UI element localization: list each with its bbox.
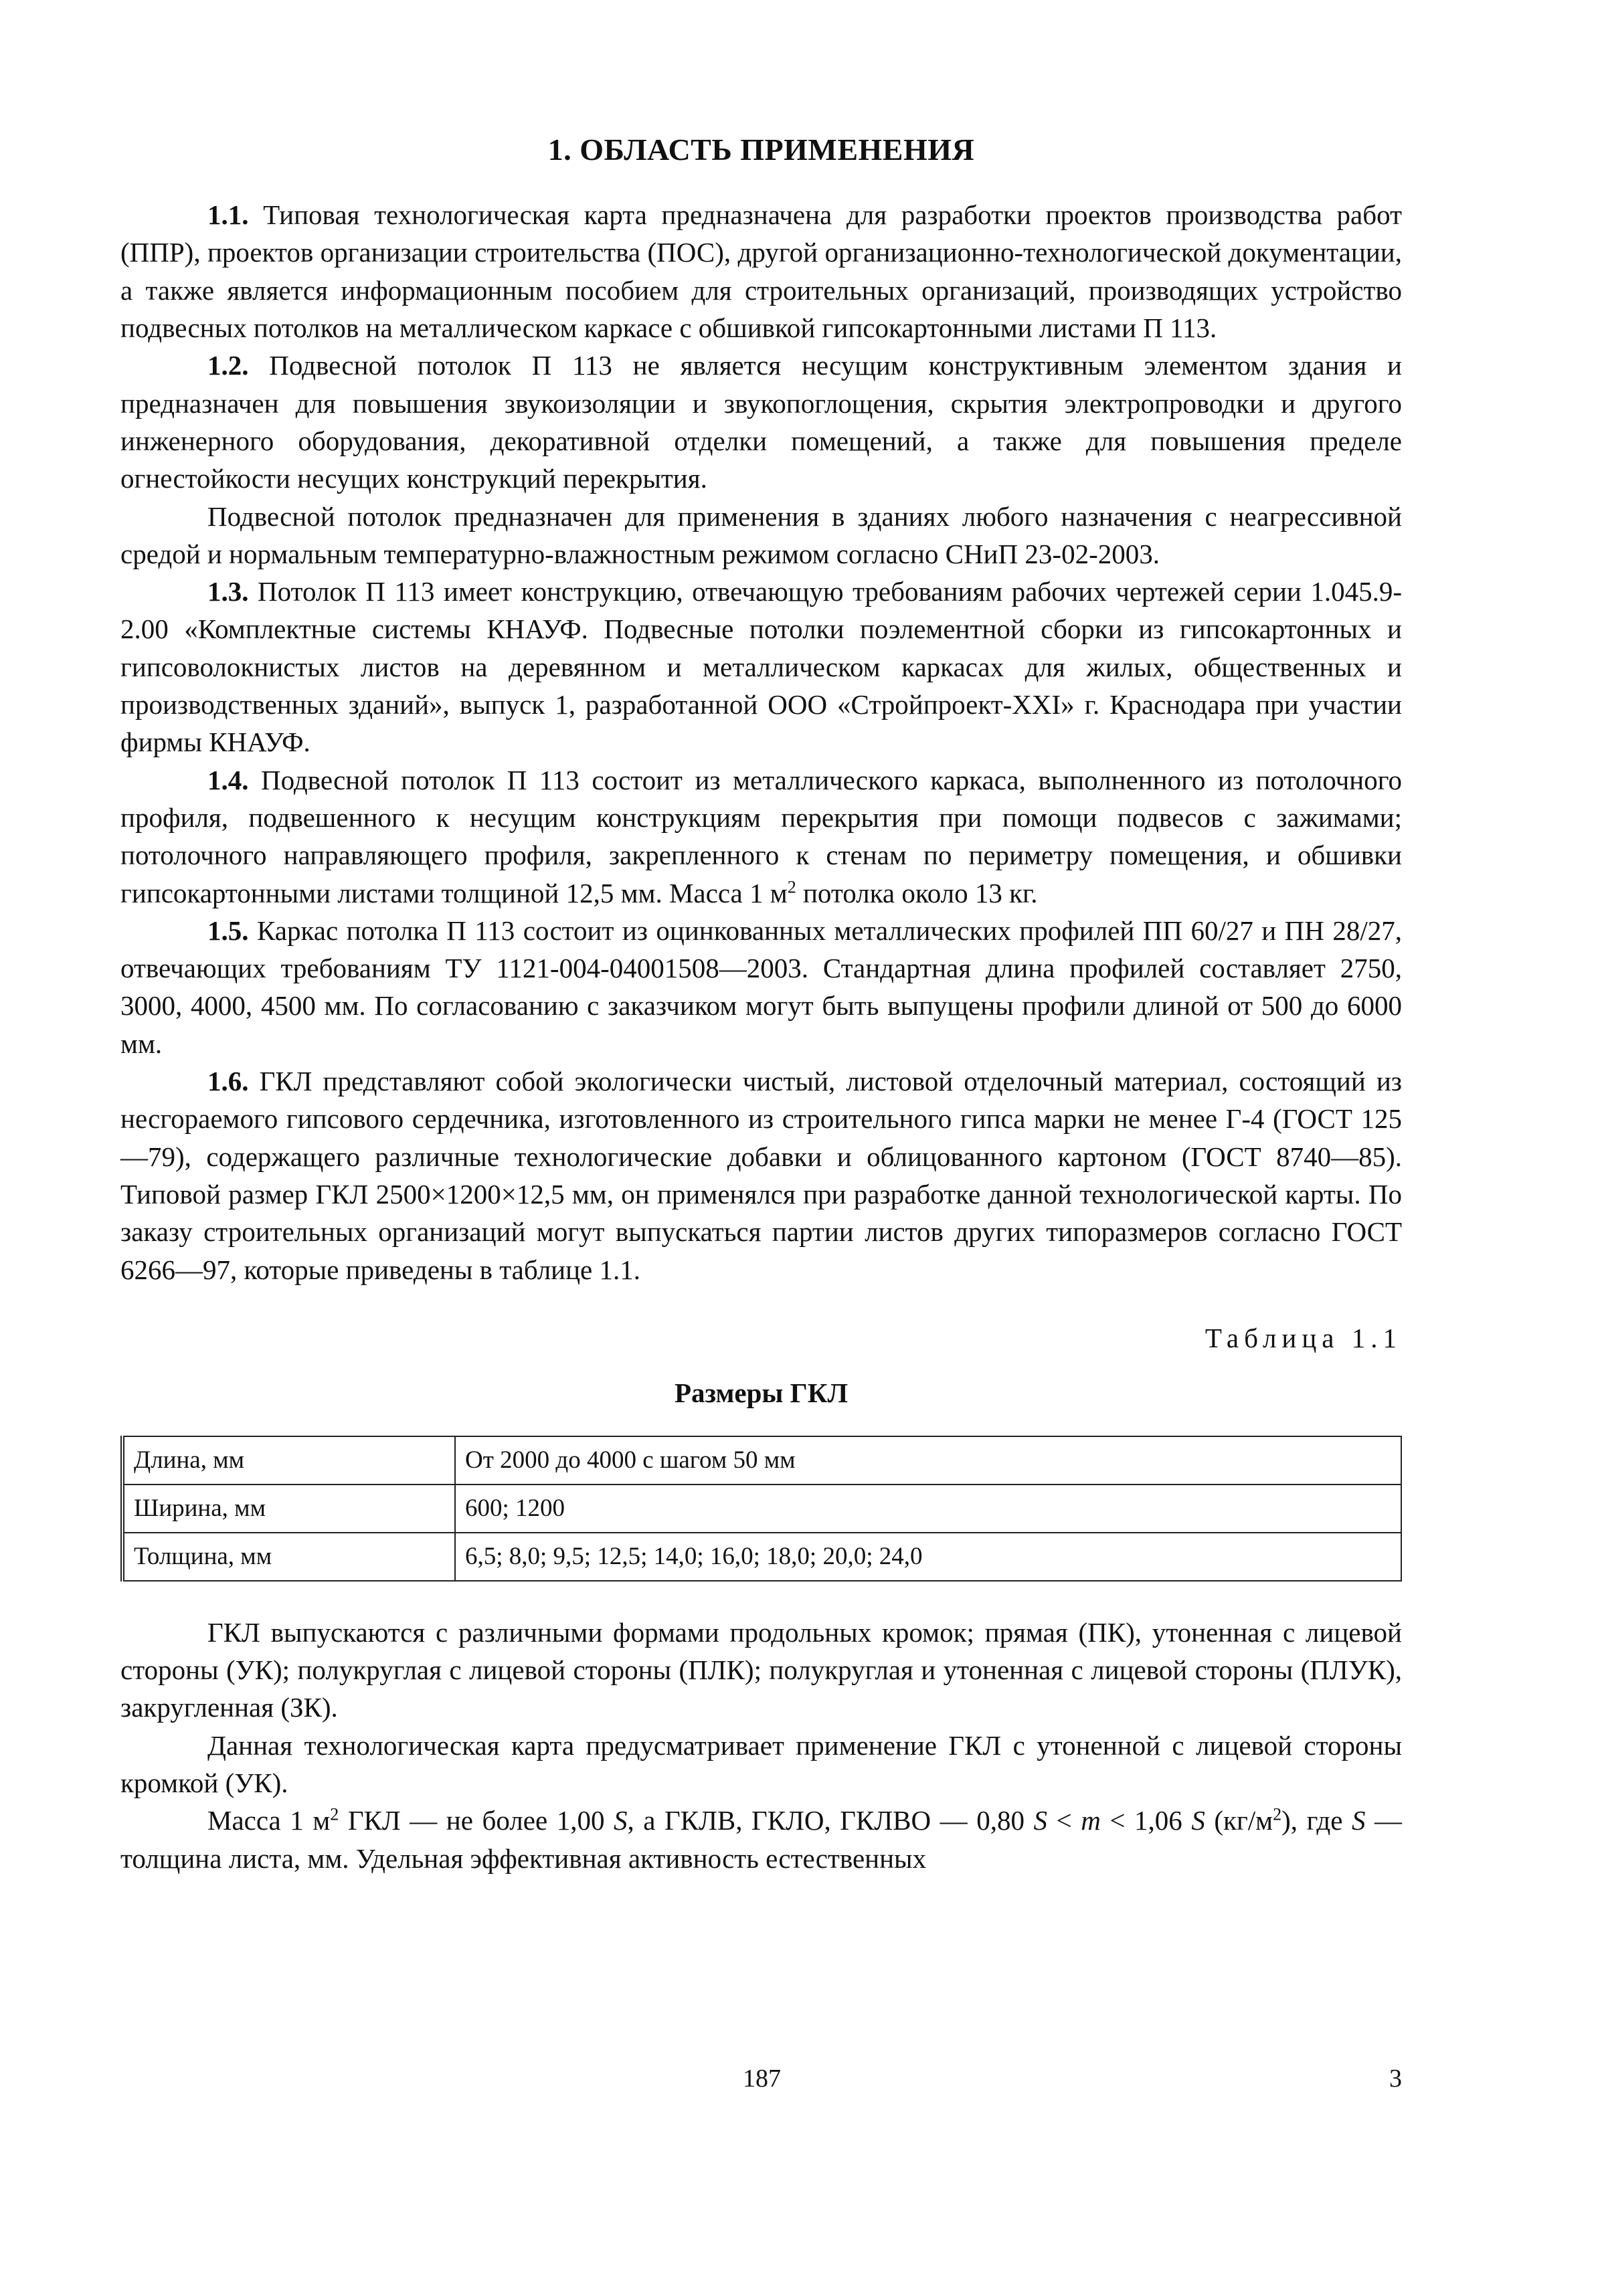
clause-number: 1.4. xyxy=(207,764,249,795)
paragraph-purpose: Подвесной потолок предназначен для применения в зданиях любого назначения с неагрессивной средой и нормальным температурно-влажностным режимом согласно СНиП 23-02-2003. xyxy=(120,500,1402,569)
table-cell-label: Длина, мм xyxy=(122,1436,455,1485)
paragraph-1-3 xyxy=(120,573,1402,761)
superscript: 2 xyxy=(787,876,796,896)
paragraph-text: Типовая технологическая карта предназначена для разработки проектов производства работ (ППР), проектов организации строительства (ПОС), другой организационно-технологической документации, а также является информационным пособием для строительных организаций, производящих устройство подвесных потолков на металлическом каркасе с обшивкой гипсокартонными листами П 113. xyxy=(120,199,1402,344)
text-run: ГКЛ — не более 1,00 xyxy=(339,1805,614,1836)
paragraph-text: Каркас потолка П 113 состоит из оцинкованных металлических профилей ПП 60/27 и ПН 28/27, отвечающих требованиям ТУ 1121-004-04001508—2003. Стандартная длина профилей составляет 2750, 3000, 4000, 4500 мм. По согласованию с заказчиком могут быть выпущены профили длиной от 500 до 6000 мм. xyxy=(120,915,1402,1059)
page-footer xyxy=(120,2064,1402,2104)
paragraph-1-4 xyxy=(120,761,1402,912)
table-cell-value: От 2000 до 4000 с шагом 50 мм xyxy=(455,1436,1401,1485)
table-row xyxy=(122,1533,1401,1581)
symbol-s: S xyxy=(1351,1805,1366,1836)
symbol-s: S xyxy=(1033,1805,1047,1836)
paragraph-edge-choice: Данная технологическая карта предусматривает применение ГКЛ с утоненной с лицевой стороны кромкой (УК). xyxy=(120,1729,1402,1798)
text-run: < xyxy=(1047,1805,1081,1836)
symbol-m: m xyxy=(1081,1805,1101,1836)
clause-number: 1.3. xyxy=(207,576,249,607)
paragraph-1-6 xyxy=(120,1062,1402,1288)
text-run: — толщина листа, мм. Удельная эффективная активность естественных xyxy=(120,1805,1402,1874)
dimensions-table xyxy=(120,1436,1402,1582)
text-run: ), где xyxy=(1281,1805,1352,1836)
clause-number: 1.2. xyxy=(207,350,249,381)
symbol-s: S xyxy=(1191,1805,1205,1836)
paragraph-1-5 xyxy=(120,912,1402,1062)
text-run: Масса 1 м xyxy=(207,1805,331,1836)
paragraph-text: Подвесной потолок П 113 не является несущим конструктивным элементом здания и предназначен для повышения звукоизоляции и звукопоглощения, скрытия электропроводки и другого инженерного оборудования, декоративной отделки помещений, а также для повышения пределе огнестойкости несущих конструкций перекрытия. xyxy=(120,350,1402,494)
table-cell-value: 6,5; 8,0; 9,5; 12,5; 14,0; 16,0; 18,0; 20,0; 24,0 xyxy=(455,1533,1401,1581)
table-row xyxy=(122,1485,1401,1533)
page-number-right: 3 xyxy=(1389,2065,1402,2093)
paragraph-text: ГКЛ представляют собой экологически чистый, листовой отделочный материал, состоящий из несгораемого гипсового сердечника, изготовленного из строительного гипса марки не менее Г-4 (ГОСТ 125—79), содержащего различные технологические добавки и облицованного картоном (ГОСТ 8740—85). Типовой размер ГКЛ 2500×1200×12,5 мм, он применялся при разработке данной технологической карты. По заказу строительных организаций могут выпускаться партии листов других типоразмеров согласно ГОСТ 6266—97, которые приведены в таблице 1.1. xyxy=(120,1066,1402,1285)
paragraph-1-1 xyxy=(120,196,1402,347)
paragraph-text: потолка около 13 кг. xyxy=(796,877,1038,908)
clause-number: 1.6. xyxy=(207,1066,249,1097)
text-run: , а ГКЛВ, ГКЛО, ГКЛВО — 0,80 xyxy=(627,1805,1034,1836)
table-title: Размеры ГКЛ xyxy=(675,1377,848,1408)
paragraph-text: Потолок П 113 имеет конструкцию, отвечающую требованиям рабочих чертежей серии 1.045.9-2.00 «Комплектные системы КНАУФ. Подвесные потолки поэлементной сборки из гипсокартонных и гипсоволокнистых листов на деревянном и металлическом каркасах для жилых, общественных и производственных зданий», выпуск 1, разработанной ООО «Стройпроект-XXI» г. Краснодара при участии фирмы КНАУФ. xyxy=(120,576,1402,758)
table-cell-label: Толщина, мм xyxy=(122,1533,455,1581)
table-cell-label: Ширина, мм xyxy=(122,1485,455,1533)
table-caption: Таблица 1.1 xyxy=(1205,1322,1402,1353)
symbol-s: S xyxy=(614,1805,628,1836)
text-run: (кг/м xyxy=(1205,1805,1273,1836)
section-heading: 1. ОБЛАСТЬ ПРИМЕНЕНИЯ xyxy=(547,132,975,167)
superscript: 2 xyxy=(330,1804,339,1824)
page-number-center: 187 xyxy=(743,2065,781,2093)
table-row xyxy=(122,1436,1401,1485)
superscript: 2 xyxy=(1273,1804,1282,1824)
paragraph-edges: ГКЛ выпускаются с различными формами продольных кромок; прямая (ПК), утоненная с лицевой стороны (УК); полукруглая с лицевой стороны (ПЛК); полукруглая и утоненная с лицевой стороны (ПЛУК), закругленная (ЗК). xyxy=(120,1616,1402,1723)
paragraph-text: Подвесной потолок П 113 состоит из металлического каркаса, выполненного из потолочного профиля, подвешенного к несущим конструкциям перекрытия при помощи подвесов с зажимами; потолочного направляющего профиля, закрепленного к стенам по периметру помещения, и обшивки гипсокартонными листами толщиной 12,5 мм. Масса 1 м xyxy=(120,764,1402,908)
paragraph-1-2 xyxy=(120,347,1402,497)
table-cell-value: 600; 1200 xyxy=(455,1485,1401,1533)
text-run: < 1,06 xyxy=(1100,1805,1192,1836)
clause-number: 1.5. xyxy=(207,915,249,946)
clause-number: 1.1. xyxy=(207,199,249,231)
document-page xyxy=(120,131,1402,1877)
paragraph-mass xyxy=(120,1802,1402,1877)
